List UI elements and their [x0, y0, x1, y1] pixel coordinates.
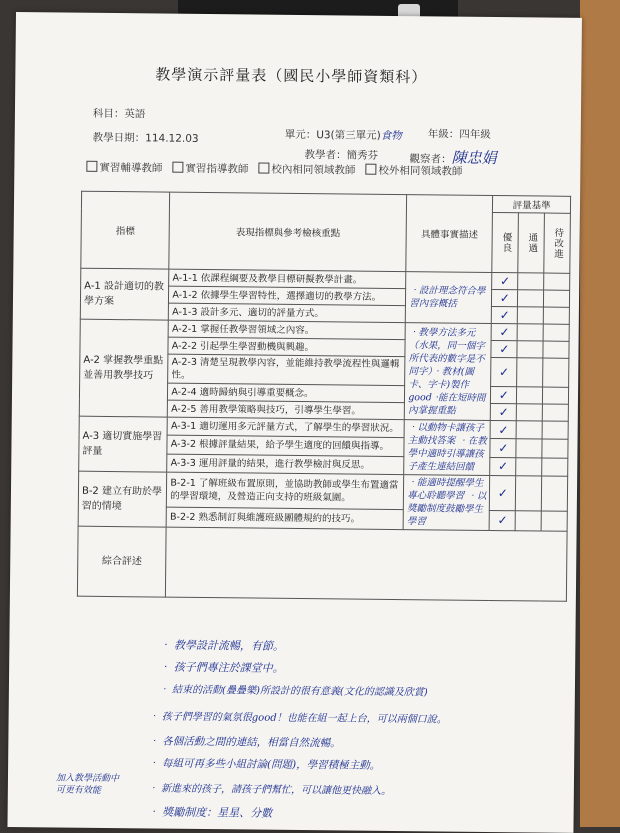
observer-label: 觀察者：	[409, 153, 452, 166]
rating-cell[interactable]	[516, 404, 542, 421]
rating-cell[interactable]	[515, 510, 541, 531]
indicator-a2: A-2 掌握教學重點並善用教學技巧	[79, 319, 168, 417]
check-mark[interactable]: ✓	[490, 420, 516, 439]
rating-cell[interactable]	[543, 387, 569, 404]
summary-line: ‧ 孩子們學習的氣氛很good！也能在組一起上台，可以兩個口說。	[148, 711, 447, 726]
observer-signature: 陳忠娟	[451, 148, 497, 168]
notes-a2: ‧教學方法多元（水果，同一個字所代表的數字是不同字）‧教材(圖卡、字卡)製作good ‧能在短時間內掌握重點	[405, 323, 492, 421]
subject-label: 科目：英語	[92, 107, 146, 121]
criterion-row: A-3-1 適切運用多元評量方式，了解學生的學習狀況。	[167, 417, 404, 438]
evaluation-table	[77, 191, 571, 602]
rating-cell[interactable]	[516, 421, 542, 440]
rating-cell[interactable]	[517, 324, 543, 341]
criterion-row: B-2-2 熟悉制訂與維護班級團體規約的技巧。	[166, 507, 403, 530]
rating-cell[interactable]	[542, 404, 568, 421]
summary-line: ‧ 結束的活動(疊疊樂)所設計的很有意義(文化的認識及欣賞)	[158, 684, 428, 699]
criterion-row: A-3-2 根據評量結果，給予學生適度的回饋與指導。	[167, 435, 404, 456]
check-mark[interactable]: ✓	[492, 273, 518, 290]
role-options	[86, 160, 462, 179]
criterion-row: A-2-3 清楚呈現教學內容，並能維持教學流程性與邏輯性。	[168, 354, 405, 385]
rating-cell[interactable]	[541, 476, 567, 511]
rating-cell[interactable]	[543, 307, 569, 324]
indicator-a3: A-3 適切實施學習評量	[79, 416, 168, 472]
check-mark[interactable]: ✓	[490, 457, 516, 476]
summary-label: 綜合評述	[77, 526, 166, 597]
criterion-row: A-2-4 適時歸納與引導重要概念。	[168, 383, 405, 402]
unit-field	[285, 127, 402, 143]
rating-cell[interactable]	[516, 476, 542, 511]
check-mark[interactable]: ✓	[492, 290, 518, 307]
role-option[interactable]: 實習輔導教師	[86, 162, 162, 175]
rating-cell[interactable]	[516, 439, 542, 458]
rating-cell[interactable]	[541, 511, 567, 532]
rating-cell[interactable]	[517, 341, 543, 358]
rating-cell[interactable]	[518, 273, 544, 290]
check-mark[interactable]: ✓	[490, 475, 516, 510]
criterion-row: A-1-3 設計多元、適切的評量方式。	[169, 303, 406, 322]
check-mark[interactable]: ✓	[491, 386, 517, 403]
check-mark[interactable]: ✓	[491, 340, 517, 357]
rating-cell[interactable]	[517, 358, 543, 387]
header-rating: 評量基準	[493, 196, 571, 214]
rating-cell[interactable]	[516, 457, 542, 476]
date-label: 教學日期：114.12.03	[92, 131, 199, 145]
criterion-row: A-3-3 運用評量的結果，進行教學檢討與反思。	[167, 454, 404, 475]
rating-cell[interactable]	[543, 324, 569, 341]
role-option[interactable]: 實習指導教師	[172, 163, 248, 176]
criterion-row: A-2-2 引起學生學習動機與興趣。	[168, 337, 405, 356]
form-title: 教學演示評量表（國民小學師資類科）	[155, 65, 428, 87]
indicator-a1: A-1 設計適切的教學方案	[80, 268, 169, 320]
summary-line: ‧ 新進來的孩子，請孩子們幫忙，可以讓他更快融入。	[147, 783, 392, 797]
rating-cell[interactable]	[542, 439, 568, 458]
criterion-row: A-1-1 依課程綱要及教學目標研擬教學計畫。	[169, 269, 406, 288]
role-option[interactable]: 校外相同領域教師	[365, 165, 462, 178]
rating-cell[interactable]	[543, 341, 569, 358]
header-excellent: 優良	[492, 213, 518, 273]
rating-cell[interactable]	[518, 307, 544, 324]
summary-line: ‧ 教學設計流暢，有節。	[159, 638, 284, 653]
header-notes: 具體事實描述	[406, 195, 493, 273]
check-mark[interactable]: ✓	[490, 510, 516, 531]
checkbox-icon[interactable]	[365, 164, 376, 175]
role-option[interactable]: 校內相同領域教師	[258, 164, 355, 177]
header-indicator: 指標	[81, 191, 170, 269]
indicator-b2: B-2 建立有助於學習的情境	[78, 471, 167, 527]
criterion-row: A-1-2 依據學生學習特性，選擇適切的教學方法。	[169, 286, 406, 305]
clipboard-edge	[580, 0, 620, 827]
summary-box	[166, 527, 567, 601]
unit-label: 單元：U3(第三單元)	[284, 128, 381, 142]
criterion-row: A-2-1 掌握任教學習領域之內容。	[168, 320, 405, 339]
summary-line: ‧ 孩子們專注於課堂中。	[159, 660, 284, 675]
criterion-row: A-2-5 善用教學策略與技巧，引導學生學習。	[168, 400, 405, 419]
checkbox-icon[interactable]	[86, 161, 97, 172]
summary-line: ‧ 獎勵制度：星星、分數	[147, 805, 273, 820]
check-mark[interactable]: ✓	[492, 306, 518, 323]
rating-cell[interactable]	[542, 458, 568, 477]
check-mark[interactable]: ✓	[491, 403, 517, 420]
evaluation-form	[7, 12, 582, 833]
summary-line: ‧ 各個活動之間的連結，相當自然流暢。	[148, 735, 341, 750]
notes-a1: ‧設計理念符合學習內容概括	[406, 272, 493, 324]
margin-note: 加入教學活動中可更有效能	[55, 773, 120, 796]
header-improve: 待改進	[544, 213, 571, 273]
header-criteria: 表現指標與參考檢核重點	[169, 192, 407, 271]
rating-cell[interactable]	[544, 290, 570, 307]
check-mark[interactable]: ✓	[491, 357, 517, 386]
rating-cell[interactable]	[542, 421, 568, 440]
header-pass: 通過	[518, 213, 544, 273]
checkbox-icon[interactable]	[172, 162, 183, 173]
check-mark[interactable]: ✓	[491, 323, 517, 340]
checkbox-icon[interactable]	[258, 163, 269, 174]
rating-cell[interactable]	[543, 358, 569, 387]
unit-handwritten: 食物	[380, 129, 402, 143]
rating-cell[interactable]	[517, 387, 543, 404]
summary-line: ‧ 每組可再多些小組討論(問題)，學習積極主動。	[148, 757, 381, 772]
notes-a3: ‧以動物卡讓孩子主動找答案 ‧在教學中適時引導讓孩子產生連結回饋	[404, 420, 491, 476]
grade-label: 年級：四年級	[427, 128, 491, 141]
rating-cell[interactable]	[544, 273, 570, 290]
teacher-label: 教學者：簡秀芬	[304, 149, 379, 162]
rating-cell[interactable]	[518, 290, 544, 307]
criterion-row: B-2-1 了解班級布置原則，並協助教師或學生布置適當的學習環境，及營造正向支持的班級氣圍。	[167, 472, 404, 509]
notes-b2: ‧能適時提醒學生專心聆聽學習 ‧以獎勵制度鼓勵學生學習	[403, 475, 490, 531]
check-mark[interactable]: ✓	[490, 439, 516, 458]
